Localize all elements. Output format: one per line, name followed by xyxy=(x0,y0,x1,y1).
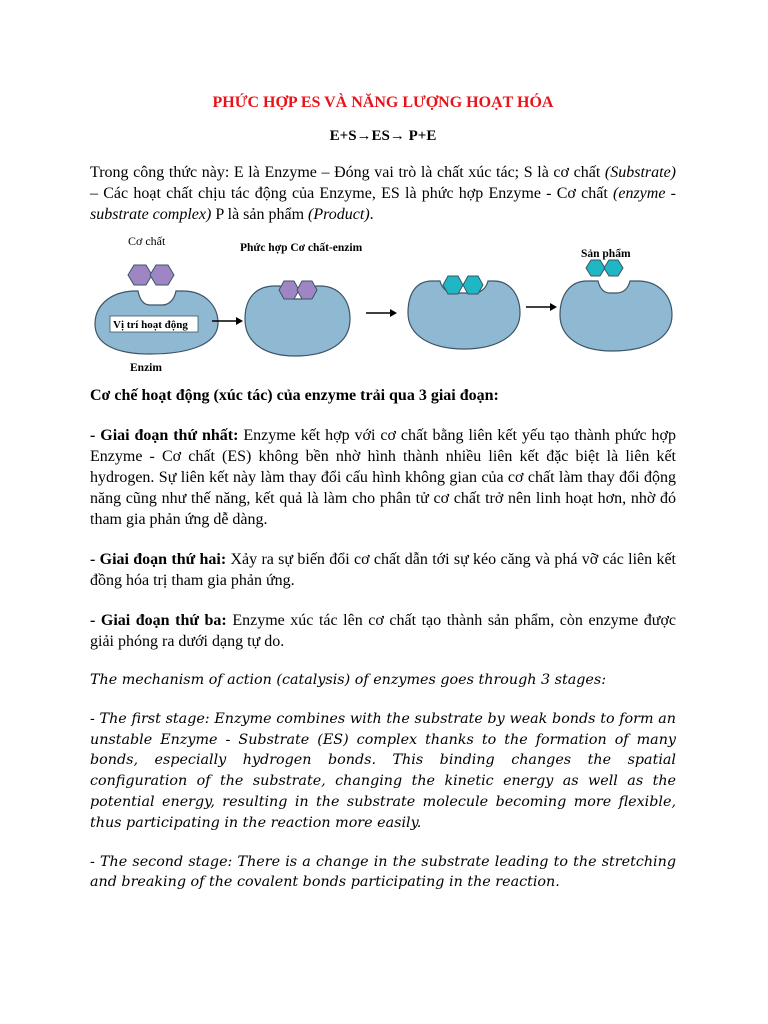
active-site-label: Vị trí hoạt động xyxy=(113,319,188,331)
enzyme-shape-3 xyxy=(408,276,520,349)
enzyme-shape-4 xyxy=(560,281,672,351)
vi-stage-1: - Giai đoạn thứ nhất: Enzyme kết hợp với cơ chất bằng liên kết yếu tạo thành phức hợp Enzyme - Cơ chất (ES) không bền nhờ hình thành nhiều liên kết đặc biệt là liên kết hydrogen. Sự liên kết này làm thay đổi cấu hình không gian của cơ chất làm thay đổi động năng cũng như thế năng, kết quả là làm cho phân tử cơ chất trở nên linh hoạt hơn, nhờ đó tham gia phản ứng dễ dàng. xyxy=(90,427,676,528)
arrow-3 xyxy=(526,303,557,311)
document-title: PHỨC HỢP ES VÀ NĂNG LƯỢNG HOẠT HÓA xyxy=(212,94,554,111)
substrate-molecule xyxy=(128,265,174,285)
enzyme-mechanism-diagram xyxy=(90,231,676,373)
en-stage-1: - The first stage: Enzyme combines with the substrate by weak bonds to form an unstable Enzyme - Substrate (ES) complex thanks to the formation of many bonds, especially hydrogen bonds. This binding changes the spatial configuration of the substrate, changing the kinetic energy as well as the potential energy, resulting in the substrate molecule becoming more flexible, thus participating in the reaction more easily. xyxy=(90,710,676,831)
vi-stage-3: - Giai đoạn thứ ba: Enzyme xúc tác lên cơ chất tạo thành sản phẩm, còn enzyme được giải phóng ra dưới dạng tự do. xyxy=(90,612,677,650)
enzyme-label: Enzim xyxy=(130,362,162,373)
complex-label: Phức hợp Cơ chất-enzim xyxy=(240,242,363,254)
substrate-label: Cơ chất xyxy=(128,234,166,248)
vi-stage-2: - Giai đoạn thứ hai: Xảy ra sự biến đổi cơ chất dẫn tới sự kéo căng và phá vỡ các liên kết đồng hóa trị tham gia phản ứng. xyxy=(90,551,676,589)
product-molecule xyxy=(586,260,623,276)
intro-paragraph: Trong công thức này: E là Enzyme – Đóng vai trò là chất xúc tác; S là cơ chất (Substrate) – Các hoạt chất chịu tác động của Enzyme, ES là phức hợp Enzyme - Cơ chất (enzyme - substrate complex) P là sản phẩm (Product). xyxy=(90,164,677,223)
reaction-equation: E+S→ES→ P+E xyxy=(329,128,437,144)
document-page xyxy=(90,92,676,893)
vi-mechanism-heading: Cơ chế hoạt động (xúc tác) của enzyme trải qua 3 giai đoạn: xyxy=(90,387,499,404)
en-stage-2: - The second stage: There is a change in the substrate leading to the stretching and breaking of the covalent bonds participating in the reaction. xyxy=(90,853,676,891)
arrow-2 xyxy=(366,309,397,317)
product-label: Sản phẩm xyxy=(581,248,631,260)
enzyme-shape-2 xyxy=(245,281,350,356)
en-mechanism-heading: The mechanism of action (catalysis) of enzymes goes through 3 stages: xyxy=(90,672,607,688)
